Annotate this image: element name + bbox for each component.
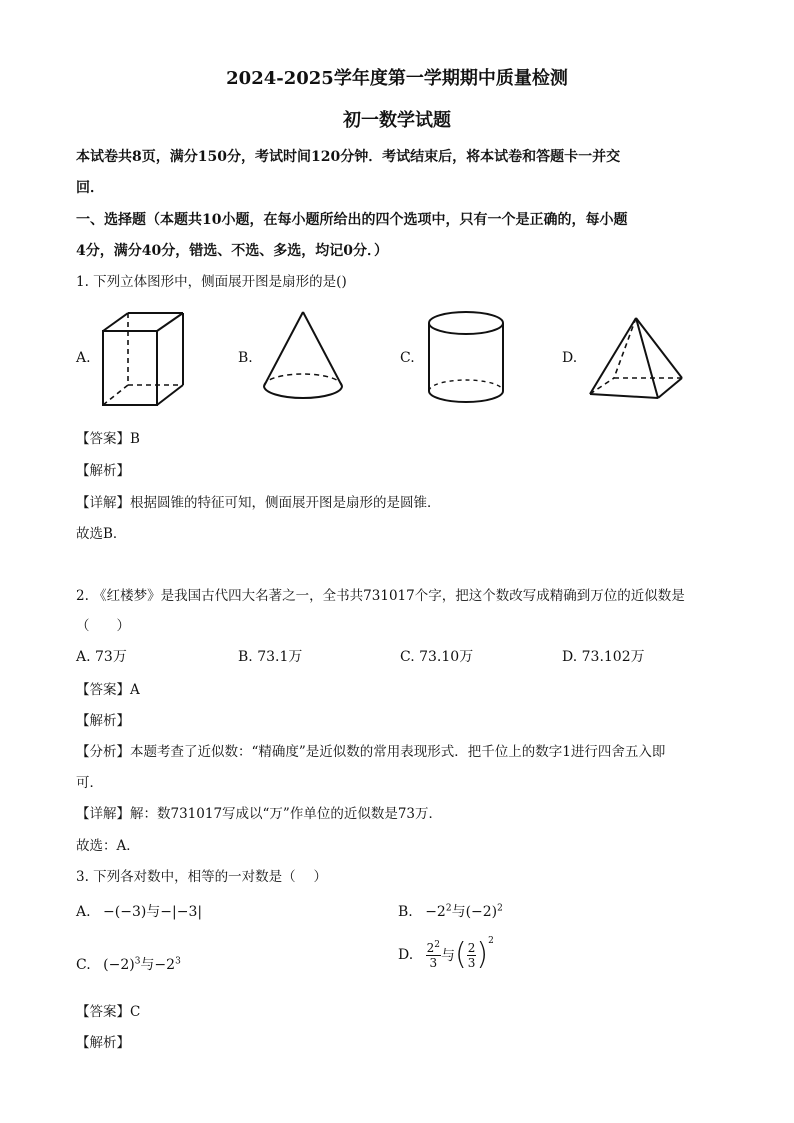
q1-option-c-label: C.: [400, 350, 415, 366]
q3-option-c-label: C.: [76, 957, 91, 973]
section-heading-line-2: 4分，满分40分，错选、不选、多选，均记0分．）: [76, 243, 388, 259]
instructions-line-2: 回．: [76, 180, 104, 196]
q1-conclusion: 故选B．: [76, 526, 127, 542]
pyramid-figure: [584, 312, 688, 404]
q3-option-d-fraction-1-exponent: 2: [434, 940, 441, 950]
q3-option-d-fraction-1-numerator: 2: [426, 941, 435, 955]
q3-option-a-expression: −(−3)与−|−3|: [103, 904, 203, 920]
q3-stem: 3. 下列各对数中，相等的一对数是（ ）: [76, 869, 327, 885]
q3-option-c: [76, 954, 181, 974]
cylinder-bottom-front-arc: [429, 391, 503, 402]
cone-base-back-arc: [264, 374, 342, 386]
q3-option-d: [398, 936, 494, 972]
q2-fenxi-line-2: 可．: [76, 775, 103, 791]
q3-option-b-right-exponent: 2: [497, 903, 503, 914]
cube-front-face: [103, 331, 157, 405]
q2-detail: 【详解】解：数731017写成以“万”作单位的近似数是73万．: [76, 806, 443, 822]
q3-option-c-right: 与−2: [140, 957, 176, 973]
q1-answer: 【答案】B: [76, 431, 140, 447]
q3-option-b-label: B.: [398, 904, 413, 920]
q2-stem: 2. 《红楼梦》是我国古代四大名著之一，全书共731017个字，把这个数改写成精确到万位的近似数是: [76, 588, 685, 604]
q2-option-d: D. 73.102万: [562, 649, 645, 665]
q3-option-b-right: 与(−2): [451, 904, 498, 920]
q2-answer: 【答案】A: [76, 682, 140, 698]
cone-left-slant: [264, 312, 303, 386]
q3-option-d-exponent: 2: [488, 936, 494, 946]
pyramid-edge-front: [636, 318, 658, 398]
pyramid-base-front: [590, 394, 658, 398]
cone-figure: [258, 308, 348, 404]
q3-option-b-left-exponent: 2: [445, 903, 452, 914]
q3-option-d-fraction-1: [426, 941, 441, 969]
cube-top-left-edge: [103, 313, 128, 331]
q2-option-c: C. 73.10万: [400, 649, 474, 665]
q3-option-a-label: A.: [76, 904, 91, 920]
q1-option-d-label: D.: [562, 350, 578, 366]
q2-fenxi-line-1: 【分析】本题考查了近似数：“精确度”是近似数的常用表现形式．把千位上的数字1进行四舍五入即: [76, 744, 666, 760]
q3-option-c-right-exponent: 3: [175, 956, 181, 967]
cylinder-top-ellipse: [429, 312, 503, 334]
q3-option-d-fraction-2: [467, 942, 477, 969]
cube-hidden-diagonal-edge: [103, 385, 128, 405]
pyramid-base-right: [658, 378, 682, 398]
q3-option-d-fraction-2-numerator: 2: [467, 940, 476, 955]
q1-stem: 1. 下列立体图形中，侧面展开图是扇形的是(): [76, 274, 347, 290]
pyramid-edge-left: [590, 318, 636, 394]
cone-right-slant: [303, 312, 342, 386]
cone-base-front-arc: [264, 386, 342, 398]
q3-option-a: [76, 901, 202, 921]
cube-figure: [96, 306, 190, 410]
q3-option-d-right-paren-icon: ): [476, 937, 489, 972]
q3-option-b-left: −2: [425, 904, 446, 920]
cube-top-right-edge: [157, 313, 183, 331]
q1-option-b-label: B.: [238, 350, 253, 366]
exam-title: 2024-2025学年度第一学期期中质量检测: [226, 68, 568, 89]
section-heading-line-1: 一、选择题（本题共10小题，在每小题所给出的四个选项中，只有一个是正确的，每小题: [76, 212, 628, 228]
q3-option-d-fraction-1-denominator: 3: [429, 956, 438, 970]
q2-conclusion: 故选：A．: [76, 838, 140, 854]
q3-option-d-connector: 与: [441, 948, 456, 964]
q1-option-a-label: A.: [76, 350, 91, 366]
q3-option-c-left: (−2): [103, 957, 135, 973]
pyramid-edge-right: [636, 318, 682, 378]
q3-analysis: 【解析】: [76, 1035, 130, 1051]
q3-answer: 【答案】C: [76, 1004, 141, 1020]
q1-analysis: 【解析】: [76, 463, 130, 479]
q2-option-b: B. 73.1万: [238, 649, 303, 665]
q1-detail: 【详解】根据圆锥的特征可知，侧面展开图是扇形的是圆锥．: [76, 495, 441, 511]
q2-analysis: 【解析】: [76, 713, 130, 729]
cylinder-figure: [424, 306, 508, 410]
instructions-line-1: 本试卷共8页，满分150分，考试时间120分钟．考试结束后，将本试卷和答题卡一并交: [76, 149, 621, 165]
q3-option-d-fraction-2-denominator: 3: [467, 955, 476, 970]
q2-option-a: A. 73万: [76, 649, 127, 665]
q3-option-c-left-exponent: 3: [134, 956, 141, 967]
q3-option-d-label: D.: [398, 947, 414, 963]
pyramid-hidden-base-left: [590, 378, 614, 394]
q3-option-d-left-paren-icon: (: [455, 937, 467, 972]
exam-subtitle: 初一数学试题: [343, 110, 451, 131]
q2-stem-bracket: （ ）: [76, 618, 130, 634]
cylinder-bottom-back-arc: [429, 380, 503, 391]
cube-bottom-right-edge: [157, 385, 183, 405]
q3-option-b: [398, 901, 503, 921]
